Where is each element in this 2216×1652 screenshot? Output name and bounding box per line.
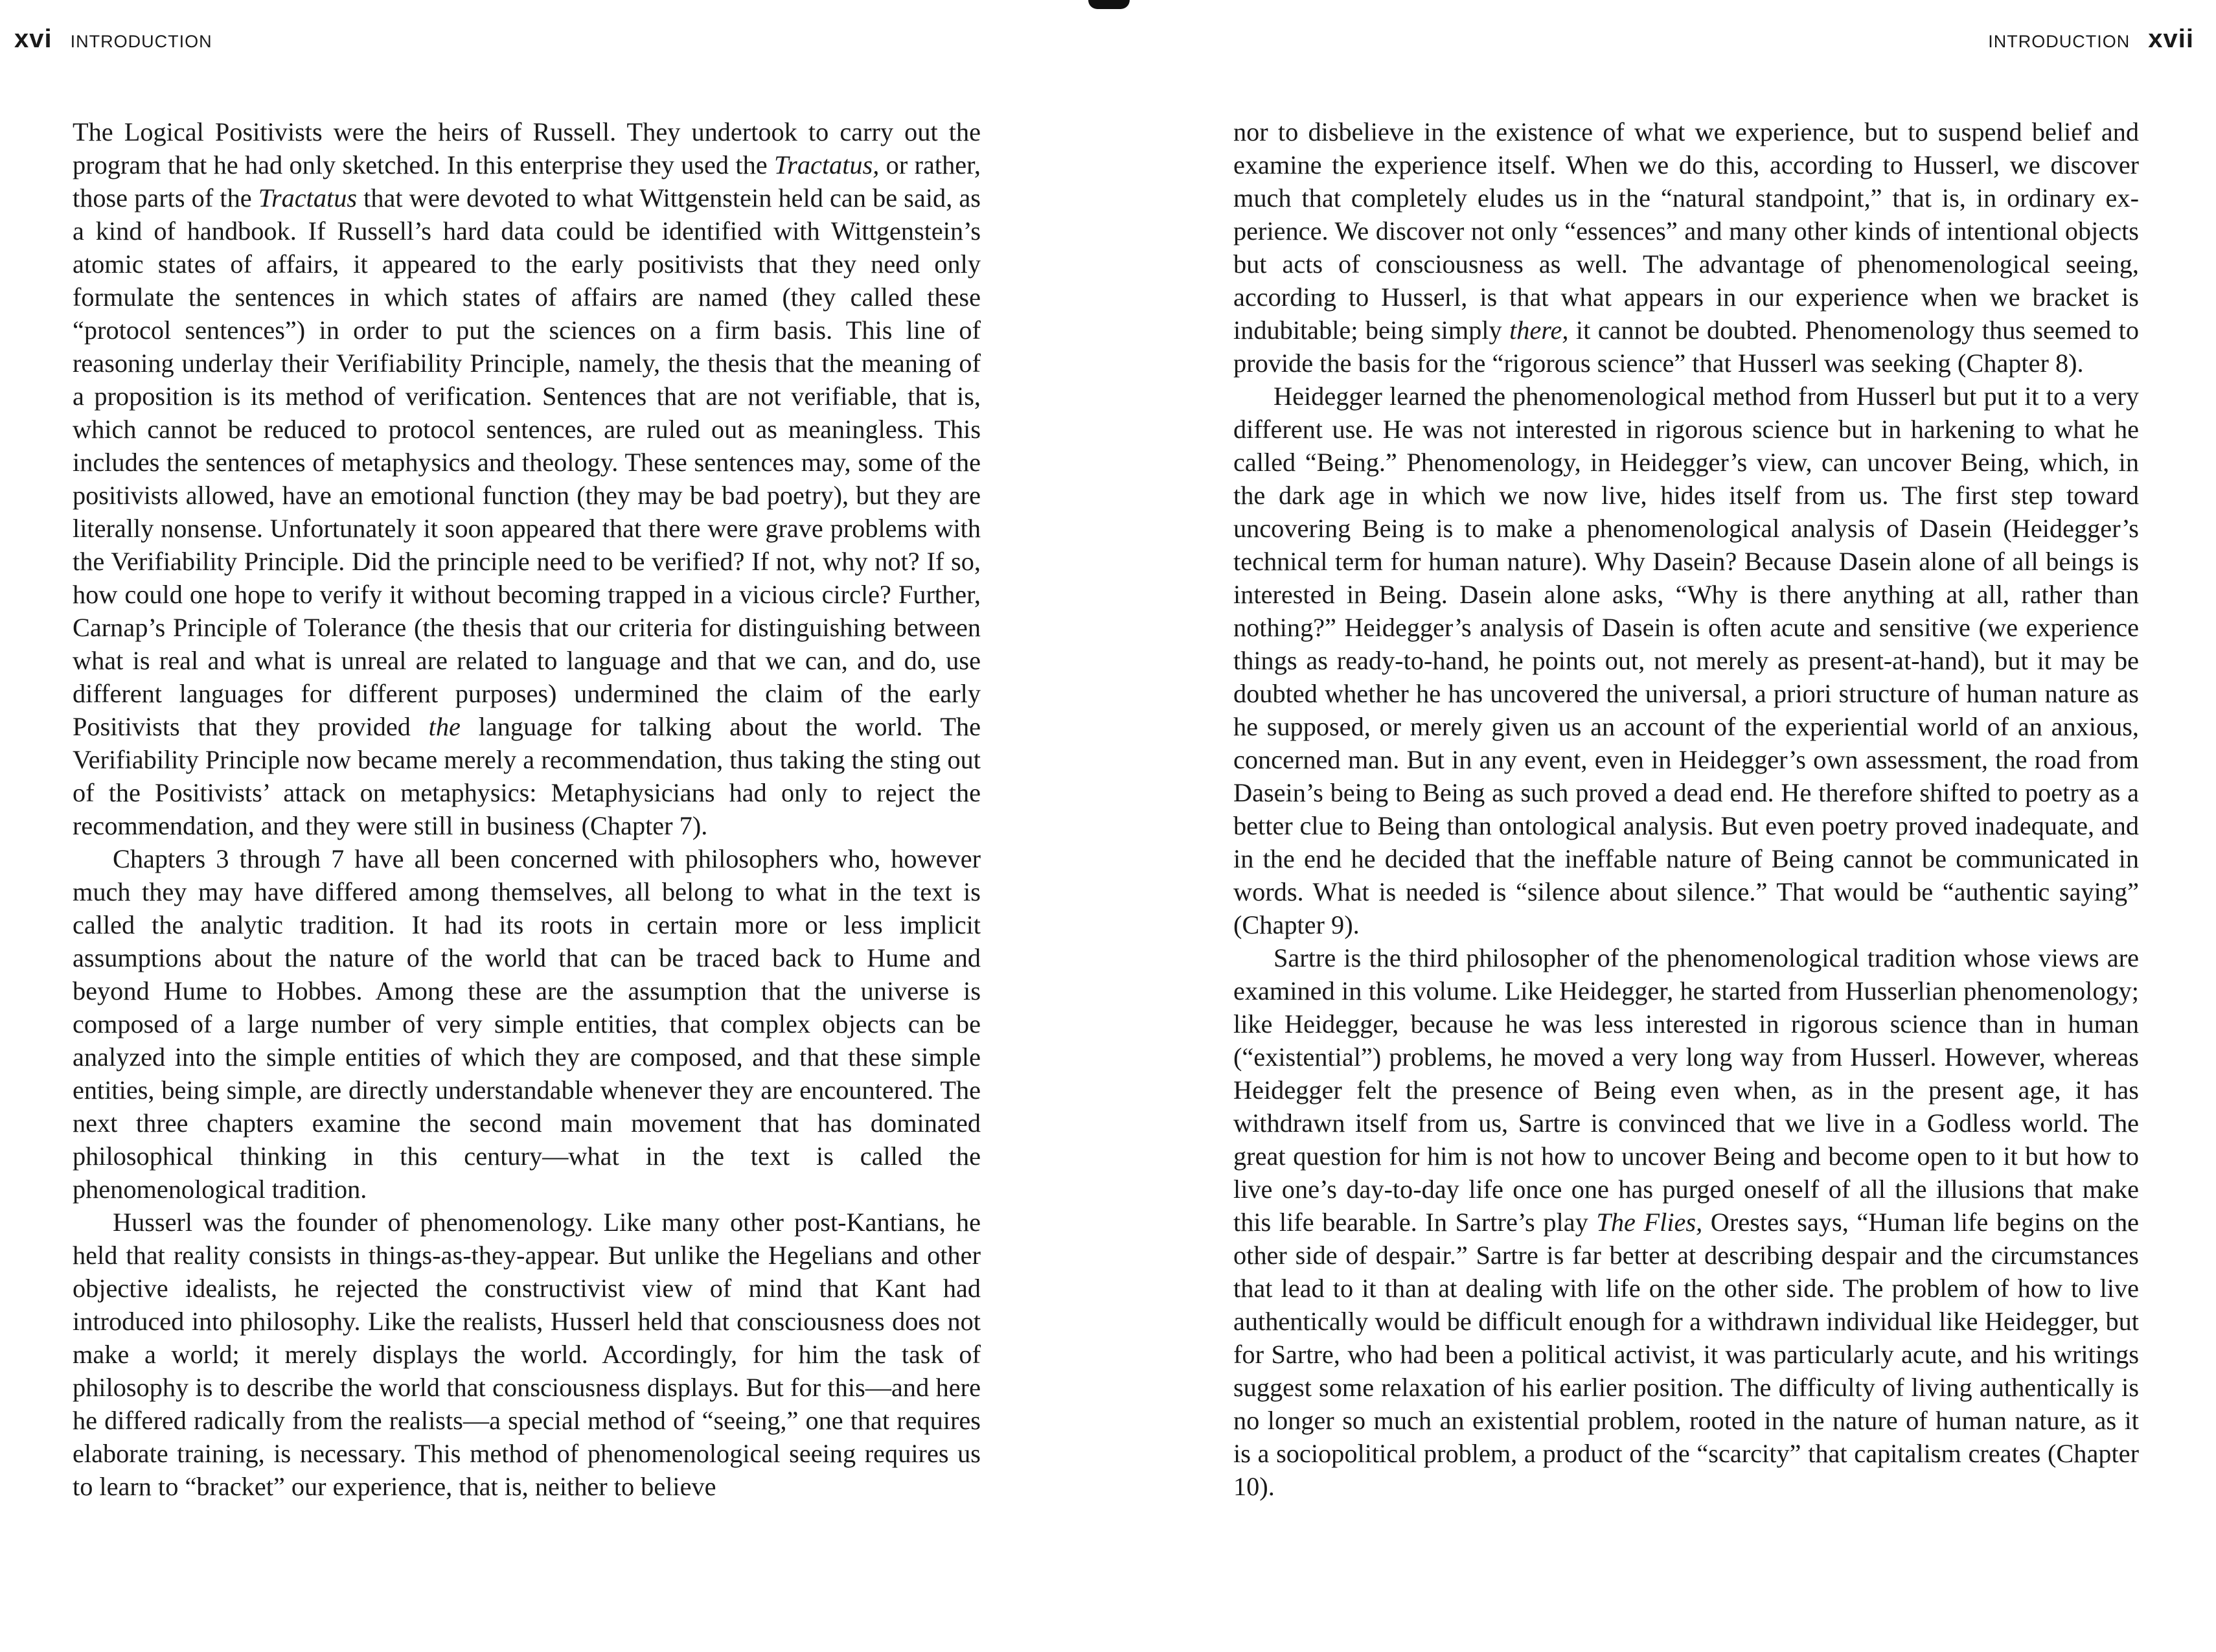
right-running-title: INTRODUCTION <box>1988 32 2130 51</box>
italic-title-tractatus: Tractatus, <box>773 150 880 179</box>
paragraph-husserl-continued <box>1233 115 2139 380</box>
right-page <box>1108 0 2216 1652</box>
paragraph-sartre <box>1233 941 2139 1503</box>
left-running-head <box>14 25 212 54</box>
right-running-head <box>1988 25 2194 54</box>
italic-emphasis: the <box>428 712 461 741</box>
text-run: Sartre is the third philosopher of the phenomenological tradition whose views are examined in this volume. Like Heidegger, he started from Husserlian phenomenology; like Heidegger, because he was less interested in rigorous science than in human (“existential”) problems, he moved a very long way from Husserl. However, whereas Heidegger felt the presence of Being even when, as in the present age, it has withdrawn itself from us, Sartre is convinced that we live in a Godless world. The great question for him is not how to uncover Being and become open to it but how to live one’s day-to-day life once one has purged oneself of all the illusions that make this life bearable. In Sartre’s play <box>1233 943 2139 1237</box>
text-run: or rather, those parts of the <box>73 150 981 212</box>
text-run: that were devoted to what Wittgenstein held can be said, as a kind of handbook. If Russell’s hard data could be identified with Wittgenstein’s atomic states of affairs, it appeared to the early positivists that they need only formulate the sentences in which states of affairs are named (they called these “protocol sentences”) in order to put the sciences on a firm basis. This line of reasoning underlay their Verifiability Principle, namely, the thesis that the meaning of a proposition is its method of verification. Sentences that are not verifiable, that is, which cannot be reduced to protocol sentences, are ruled out as meaningless. This includes the sentences of metaphysics and theology. These sentences may, some of the positivists allowed, have an emotional function (they may be bad poetry), but they are literally nonsense. Unfortunately it soon appeared that there were grave problems with the Verifiability Principle. Did the principle need to be verified? If not, why not? If so, how could one hope to verify it without becoming trapped in a vicious circle? Further, Carnap’s Principle of Tolerance (the thesis that our criteria for distinguishing between what is real and what is unreal are related to language and that we can, and do, use different languages for different purposes) undermined the claim of the early Positivists that they provided <box>73 183 981 741</box>
left-page-number: xvi <box>14 25 52 53</box>
text-run: The Logical Positivists were the heirs of Russell. They undertook to carry out the program that he had only sketched. In this enterprise they used the <box>73 117 981 179</box>
italic-title-tractatus: Tractatus <box>258 183 358 212</box>
text-run: Orestes says, “Human life begins on the other side of despair.” Sartre is far better at describing despair and the circumstances that lead to it than at dealing with life on the other side. The problem of how to live authentically would be difficult enough for a withdrawn individual like Heidegger, but for Sartre, who had been a political activist, it was particularly acute, and his writings suggest some relaxation of his earlier position. The difficulty of living authentically is no longer so much an existential problem, rooted in the nature of human nature, as it is a sociopolitical problem, a product of the “scarcity” that capitalism creates (Chapter 10). <box>1233 1208 2139 1501</box>
paragraph-husserl: Husserl was the founder of phenomenology. Like many other post-Kantians, he held that reality consists in things-as-they-appear. But unlike the Hegelians and other objective idealists, he rejected the constructivist view of mind that Kant had introduced into philosophy. Like the realists, Husserl held that consciousness does not make a world; it merely displays the world. Accordingly, for him the task of philosophy is to describe the world that consciousness displays. But for this—and here he differed radically from the realists—a special method of “seeing,” one that requires elaborate training, is necessary. This method of phenomenological seeing requires us to learn to “bracket” our experience, that is, neither to believe <box>73 1208 981 1501</box>
right-text-block <box>1233 115 2139 1503</box>
text-run: nor to disbelieve in the existence of what we experience, but to suspend belief and examine the experience itself. When we do this, according to Husserl, we discover much that completely eludes us in the “natural standpoint,” that is, in ordinary experience. We discover not only “essences” and many other kinds of intentional objects but acts of consciousness as well. The advantage of phenomenological seeing, according to Husserl, is that what appears in our experience when we bracket is indubitable; being simply <box>1233 117 2139 345</box>
text-run: it cannot be doubted. Phenomenology thus seemed to provide the basis for the “rigorous science” that Husserl was seeking (Chapter 8). <box>1233 315 2139 378</box>
right-page-number: xvii <box>2148 25 2194 53</box>
left-running-title: INTRODUCTION <box>70 32 212 51</box>
paragraph-logical-positivists <box>73 115 981 842</box>
italic-title-the-flies: The Flies, <box>1596 1208 1703 1237</box>
text-run: language for talking about the world. The Verifiability Principle now became merely a recommendation, thus taking the sting out of the Positivists’ attack on metaphysics: Metaphysicians had only to reject the recommendation, and they were still in business (Chapter 7). <box>73 712 981 840</box>
left-text-block <box>73 115 981 1503</box>
italic-emphasis: there, <box>1509 315 1569 345</box>
paragraph-heidegger: Heidegger learned the phenomenological method from Husserl but put it to a very different use. He was not interested in rigorous science but in harkening to what he called “Being.” Phenomenology, in Heidegger’s view, can uncover Being, which, in the dark age in which we now live, hides itself from us. The first step toward uncovering Being is to make a phenomenological analysis of Dasein (Heidegger’s technical term for human nature). Why Dasein? Because Dasein alone of all beings is interested in Being. Dasein alone asks, “Why is there anything at all, rather than nothing?” Heidegger’s analysis of Dasein is often acute and sensitive (we experience things as ready-to-hand, he points out, not merely as present-at-hand), but it may be doubted whether he has uncovered the universal, a priori structure of human nature as he supposed, or merely given us an account of the experiential world of an anxious, concerned man. But in any event, even in Heidegger’s own assessment, the road from Dasein’s being to Being as such proved a dead end. He therefore shifted to poetry as a better clue to Being than ontological analysis. But even poetry proved inadequate, and in the end he decided that the ineffable nature of Being cannot be communicated in words. What is needed is “silence about silence.” That would be “authentic saying” (Chapter 9). <box>1233 382 2139 939</box>
paragraph-analytic-tradition: Chapters 3 through 7 have all been concerned with philosophers who, however much they may have differed among themselves, all belong to what in the text is called the analytic tradition. It had its roots in certain more or less implicit assumptions about the nature of the world that can be traced back to Hume and beyond Hume to Hobbes. Among these are the assumption that the universe is composed of a large number of very simple entities, that complex objects can be analyzed into the simple entities of which they are composed, and that these simple entities, being simple, are directly understandable whenever they are encountered. The next three chapters examine the second main movement that has dominated philosophical thinking in this century—what in the text is called the phenomenological tradition. <box>73 844 981 1204</box>
